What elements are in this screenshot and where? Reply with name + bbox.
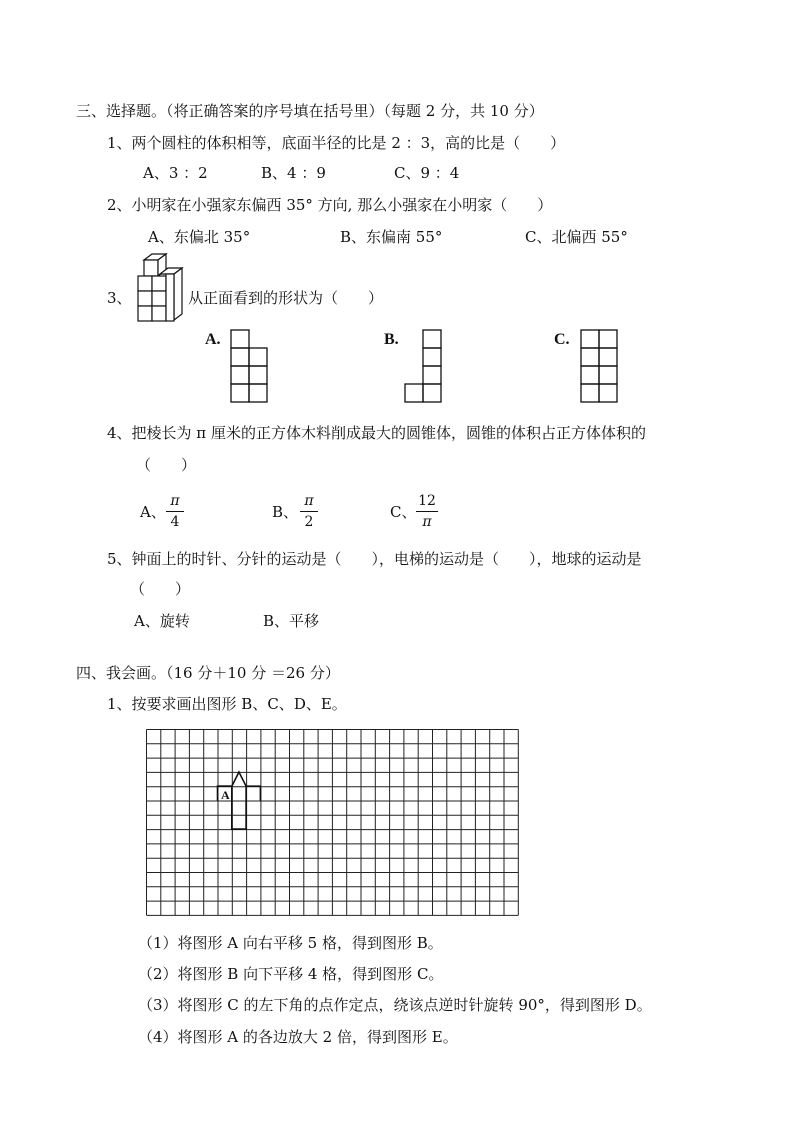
q4-option-c-denominator: π (422, 514, 432, 530)
q4-option-c-label: C、 (390, 503, 417, 521)
q3-option-a-figure (230, 329, 268, 403)
q1-option-b: B、4 ：9 (261, 164, 326, 182)
q3-option-c-figure (580, 329, 618, 403)
q3-stem: 从正面看到的形状为（ ） (188, 289, 384, 307)
q3-option-c-label: C. (554, 331, 570, 348)
q3-number: 3、 (107, 289, 132, 307)
step-1: （1）将图形 A 向右平移 5 格，得到图形 B。 (138, 934, 443, 952)
q5-option-b: B、平移 (263, 612, 320, 630)
q5-stem: 5、钟面上的时针、分针的运动是（ ），电梯的运动是（ ），地球的运动是 (107, 550, 642, 568)
q3-option-b-figure (404, 329, 442, 403)
q4-option-a-label: A、 (140, 503, 166, 521)
q4-option-b-label: B、 (272, 503, 299, 521)
step-4: （4）将图形 A 的各边放大 2 倍，得到图形 E。 (138, 1028, 458, 1046)
section3-heading: 三、选择题。（将正确答案的序号填在括号里）（每题 2 分，共 10 分） (76, 102, 544, 120)
q1-option-a: A、3 ：2 (143, 164, 208, 182)
step-3: （3）将图形 C 的左下角的点作定点，绕该点逆时针旋转 90°，得到图形 D。 (138, 996, 652, 1014)
q4-option-a-numerator: π (170, 493, 180, 509)
drawing-grid (146, 729, 518, 915)
q5-option-a: A、旋转 (134, 612, 190, 630)
q4-option-c-fraction (416, 493, 438, 530)
q4-option-a-fraction (166, 493, 184, 530)
q4-blank: （ ） (136, 456, 197, 474)
figure-a-label: A (221, 788, 230, 802)
q5-blank: （ ） (130, 580, 191, 598)
q2-option-c: C、北偏西 55° (525, 228, 628, 246)
q4-option-c-numerator: 12 (418, 493, 436, 509)
q4-option-a-denominator: 4 (170, 514, 180, 530)
q2-option-b: B、东偏南 55° (340, 228, 443, 246)
section4-heading: 四、我会画。（16 分＋10 分 ＝26 分） (76, 664, 340, 682)
cube-stack-figure (136, 252, 186, 326)
s4-q1-stem: 1、按要求画出图形 B、C、D、E。 (107, 695, 347, 713)
q3-option-a-label: A. (205, 331, 221, 348)
q2-option-a: A、东偏北 35° (148, 228, 251, 246)
q4-stem: 4、把棱长为 π 厘米的正方体木料削成最大的圆锥体，圆锥的体积占正方体体积的 (107, 424, 646, 442)
q1-stem: 1、两个圆柱的体积相等，底面半径的比是 2 ：3，高的比是（ ） (107, 134, 566, 152)
q3-option-b-label: B. (384, 331, 399, 348)
q4-option-b-fraction (300, 493, 318, 530)
q4-option-b-denominator: 2 (304, 514, 314, 530)
q4-option-b-numerator: π (304, 493, 314, 509)
q2-stem: 2、小明家在小强家东偏西 35° 方向, 那么小强家在小明家（ ） (107, 196, 553, 214)
step-2: （2）将图形 B 向下平移 4 格，得到图形 C。 (138, 965, 444, 983)
q1-option-c: C、9 ：4 (394, 164, 460, 182)
